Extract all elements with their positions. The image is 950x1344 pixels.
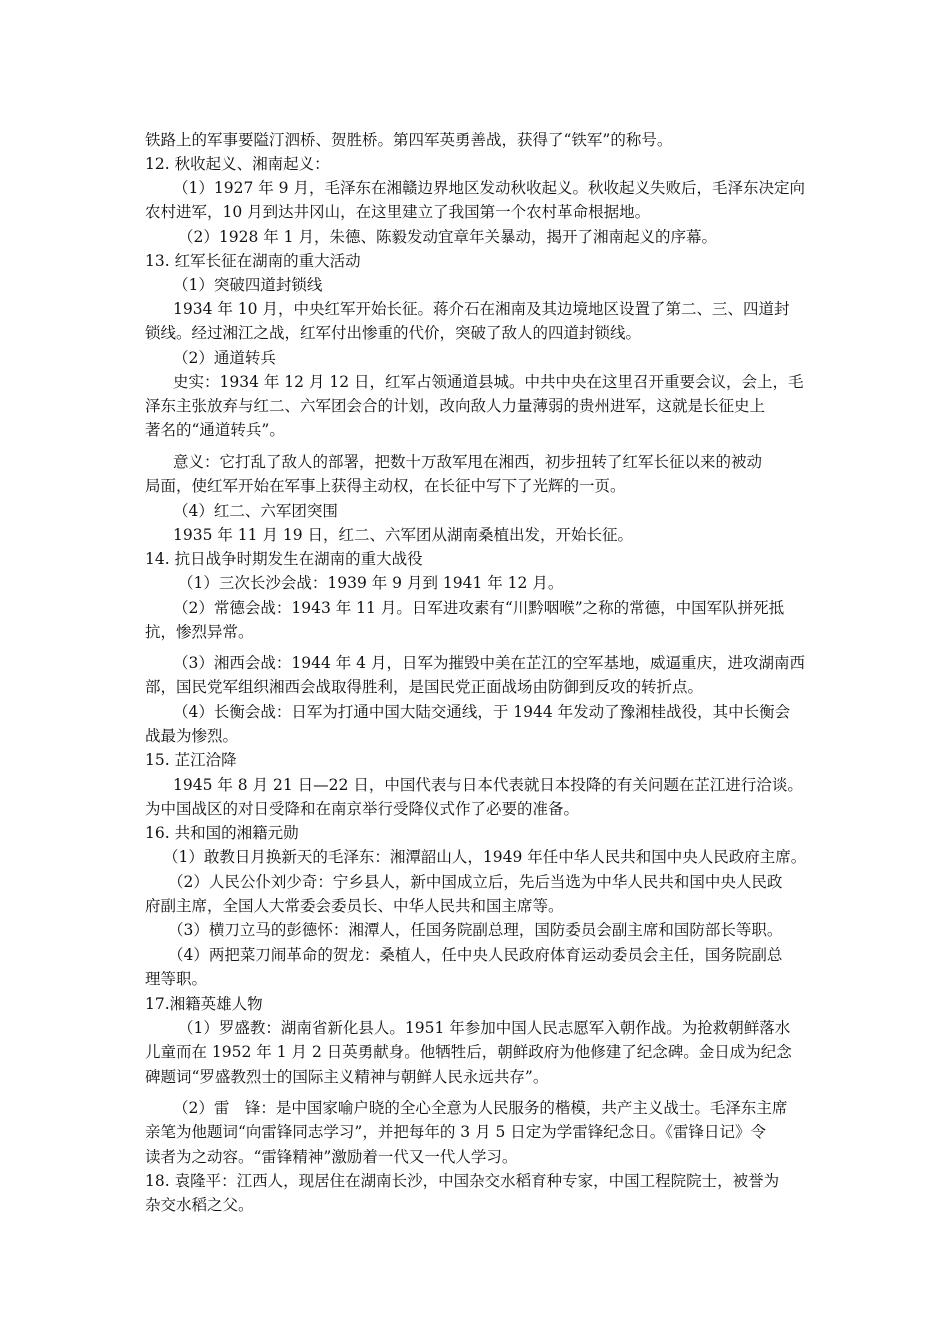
text-line: 泽东主张放弃与红二、六军团会合的计划，改向敌人力量薄弱的贵州进军，这就是长征史上	[145, 397, 766, 415]
text-line: （2）1928 年 1 月，朱德、陈毅发动宜章年关暴动，揭开了湘南起义的序幕。	[178, 228, 717, 246]
text-line: 1934 年 10 月，中央红军开始长征。蒋介石在湘南及其边境地区设置了第二、三、四道封	[173, 300, 790, 318]
text-line: 府副主席，全国人大常委会委员长、中华人民共和国主席等。	[145, 897, 564, 915]
text-line: （1）三次长沙会战：1939 年 9 月到 1941 年 12 月。	[178, 574, 564, 592]
text-line: 读者为之动容。“雷锋精神”激励着一代又一代人学习。	[145, 1148, 518, 1166]
subheading: （4）红二、六军团突围	[173, 502, 338, 520]
text-line: 1945 年 8 月 21 日—22 日，中国代表与日本代表就日本投降的有关问题在芷江进行洽谈。	[173, 776, 803, 794]
text-line: 意义：它打乱了敌人的部署，把数十万敌军甩在湘西，初步扭转了红军长征以来的被动	[173, 453, 763, 471]
text-line: （1）1927 年 9 月，毛泽东在湘赣边界地区发动秋收起义。秋收起义失败后，毛泽东决定向	[173, 179, 805, 197]
text-line: 铁路上的军事要隘汀泗桥、贺胜桥。第四军英勇善战，获得了“铁军”的称号。	[145, 131, 673, 149]
subheading: （2）通道转兵	[173, 349, 276, 367]
section-heading: 15. 芷江洽降	[145, 751, 237, 769]
text-line: （4）两把菜刀闹革命的贺龙：桑植人，任中央人民政府体育运动委员会主任，国务院副总	[168, 946, 783, 964]
text-line: （2）常德会战：1943 年 11 月。日军进攻素有“川黔咽喉”之称的常德，中国军队拼死抵	[173, 599, 785, 617]
text-line: 抗，惨烈异常。	[145, 623, 254, 641]
text-line: （4）长衡会战：日军为打通中国大陆交通线，于 1944 年发动了豫湘桂战役，其中长衡会	[173, 703, 791, 721]
text-line: 战最为惨烈。	[145, 727, 239, 745]
text-line: 部，国民党军组织湘西会战取得胜利，是国民党正面战场由防御到反攻的转折点。	[145, 678, 704, 696]
text-line: （2）雷 锋：是中国家喻户晓的全心全意为人民服务的楷模，共产主义战士。毛泽东主席	[173, 1099, 788, 1117]
text-line: （1）敢教日月换新天的毛泽东：湘潭韶山人，1949 年任中华人民共和国中央人民政府主席。	[163, 848, 807, 866]
subheading: （1）突破四道封锁线	[173, 276, 323, 294]
text-line: （1）罗盛教：湖南省新化县人。1951 年参加中国人民志愿军入朝作战。为抢救朝鲜落水	[178, 1019, 791, 1037]
section-heading: 12. 秋收起义、湘南起义：	[145, 155, 330, 173]
section-heading: 14. 抗日战争时期发生在湖南的重大战役	[145, 550, 423, 568]
text-line: 史实：1934 年 12 月 12 日，红军占领通道县城。中共中央在这里召开重要会议，会上，毛	[173, 373, 804, 391]
text-line: （2）人民公仆刘少奇：宁乡县人，新中国成立后，先后当选为中华人民共和国中央人民政	[168, 873, 783, 891]
section-heading: 17.湘籍英雄人物	[145, 995, 263, 1013]
text-line: 农村进军，10 月到达井冈山，在这里建立了我国第一个农村革命根据地。	[145, 203, 651, 221]
text-line: 局面，使红军开始在军事上获得主动权，在长征中写下了光辉的一页。	[145, 477, 626, 495]
text-line: 锁线。经过湘江之战，红军付出惨重的代价，突破了敌人的四道封锁线。	[145, 324, 642, 342]
text-line: （3）横刀立马的彭德怀：湘潭人，任国务院副总理，国防委员会副主席和国防部长等职。	[168, 921, 783, 939]
text-line: （3）湘西会战：1944 年 4 月，日军为摧毁中美在芷江的空军基地，威逼重庆，进攻湖南西	[173, 654, 805, 672]
section-heading: 16. 共和国的湘籍元勋	[145, 824, 299, 842]
text-line: 1935 年 11 月 19 日，红二、六军团从湖南桑植出发，开始长征。	[173, 526, 634, 544]
section-heading: 13. 红军长征在湖南的重大活动	[145, 252, 361, 270]
text-line: 杂交水稻之父。	[145, 1196, 254, 1214]
text-line: 著名的“通道转兵”。	[145, 421, 285, 439]
text-line: 亲笔为他题词“向雷锋同志学习”，并把每年的 3 月 5 日定为学雷锋纪念日。《雷锋日记》令	[145, 1123, 767, 1141]
section-heading: 18. 袁隆平：江西人，现居住在湖南长沙，中国杂交水稻育种专家，中国工程院院士，被誉为	[145, 1172, 780, 1190]
text-line: 碑题词“罗盛教烈士的国际主义精神与朝鲜人民永远共存”。	[145, 1068, 549, 1086]
text-line: 为中国战区的对日受降和在南京举行受降仪式作了必要的准备。	[145, 800, 580, 818]
text-line: 理等职。	[145, 970, 208, 988]
text-line: 儿童而在 1952 年 1 月 2 日英勇献身。他牺牲后，朝鲜政府为他修建了纪念碑。金日成为纪念	[145, 1043, 792, 1061]
